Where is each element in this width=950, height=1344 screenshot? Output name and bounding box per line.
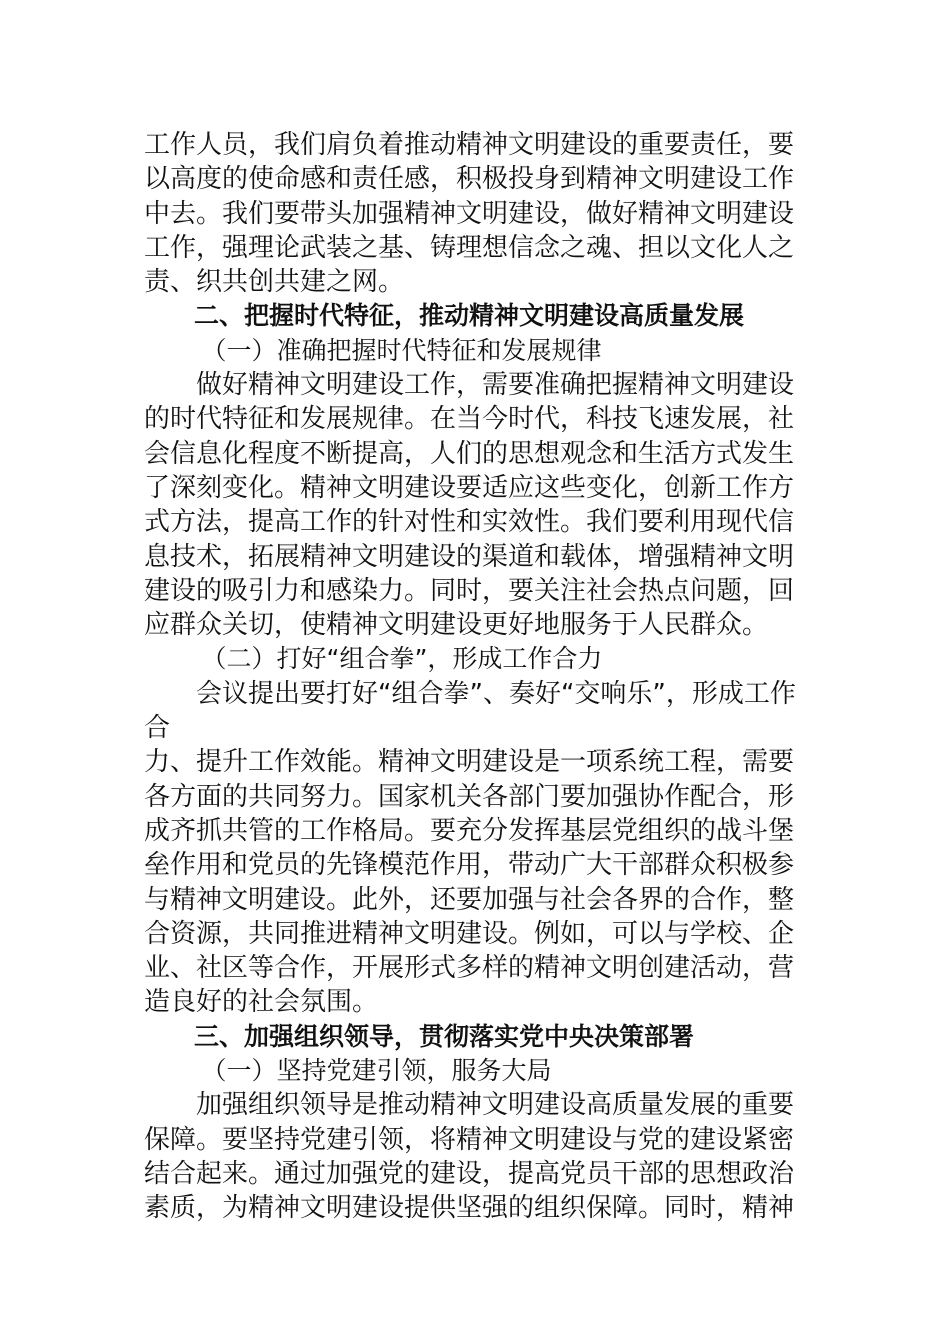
paragraph-combination: 会议提出要打好“组合拳”、奏好“交响乐”，形成工作合 力、提升工作效能。精神文明建设是一项系统工程，需要 各方面的共同努力。国家机关各部门要加强协作配合，形 成齐抓共管的工作格局。要充分发挥基层党组织的战斗堡 垒作用和党员的先锋模范作用，带动广大干部群众积极参 与精神文明建设。此外，还要加强与社会各界的合作，整 合资源，共同推进精神文明建设。例如，可以与学校、企 业、社区等合作，开展形式多样的精神文明创建活动，营 造良好的社会氛围。 [144,678,796,1018]
paragraph-era-features: 做好精神文明建设工作，需要准确把握精神文明建设 的时代特征和发展规律。在当今时代，科技飞速发展，社 会信息化程度不断提高，人们的思想观念和生活方式发生 了深刻变化。精神文明建设要适应这些变化，创新工作方 式方法，提高工作的针对性和实效性。我们要利用现代信 息技术，拓展精神文明建设的渠道和载体，增强精神文明 建设的吸引力和感染力。同时，要关注社会热点问题，回 应群众关切，使精神文明建设更好地服务于人民群众。 [144,370,795,641]
paragraph-party-leadership: 加强组织领导是推动精神文明建设高质量发展的重要 保障。要坚持党建引领，将精神文明建设与党的建设紧密 结合起来。通过加强党的建设，提高党员干部的思想政治 素质，为精神文明建设提供坚强的组织保障。同时，精神 [144,1090,795,1224]
paragraph-continuation: 工作人员，我们肩负着推动精神文明建设的重要责任，要 以高度的使命感和责任感，积极投身到精神文明建设工作 中去。我们要带头加强精神文明建设，做好精神文明建设 工作，强理论武装之基、铸理想信念之魂、担以文化人之 责、织共创共建之网。 [144,130,795,298]
subsection-heading-2-2: （二）打好“组合拳”，形成工作合力 [201,644,603,674]
section-heading-3: 三、加强组织领导，贯彻落实党中央决策部署 [194,1021,695,1051]
subsection-heading-3-1: （一）坚持党建引领，服务大局 [201,1056,552,1086]
document-page [144,128,808,1226]
subsection-heading-2-1: （一）准确把握时代特征和发展规律 [201,335,602,365]
section-heading-2: 二、把握时代特征，推动精神文明建设高质量发展 [194,301,745,331]
